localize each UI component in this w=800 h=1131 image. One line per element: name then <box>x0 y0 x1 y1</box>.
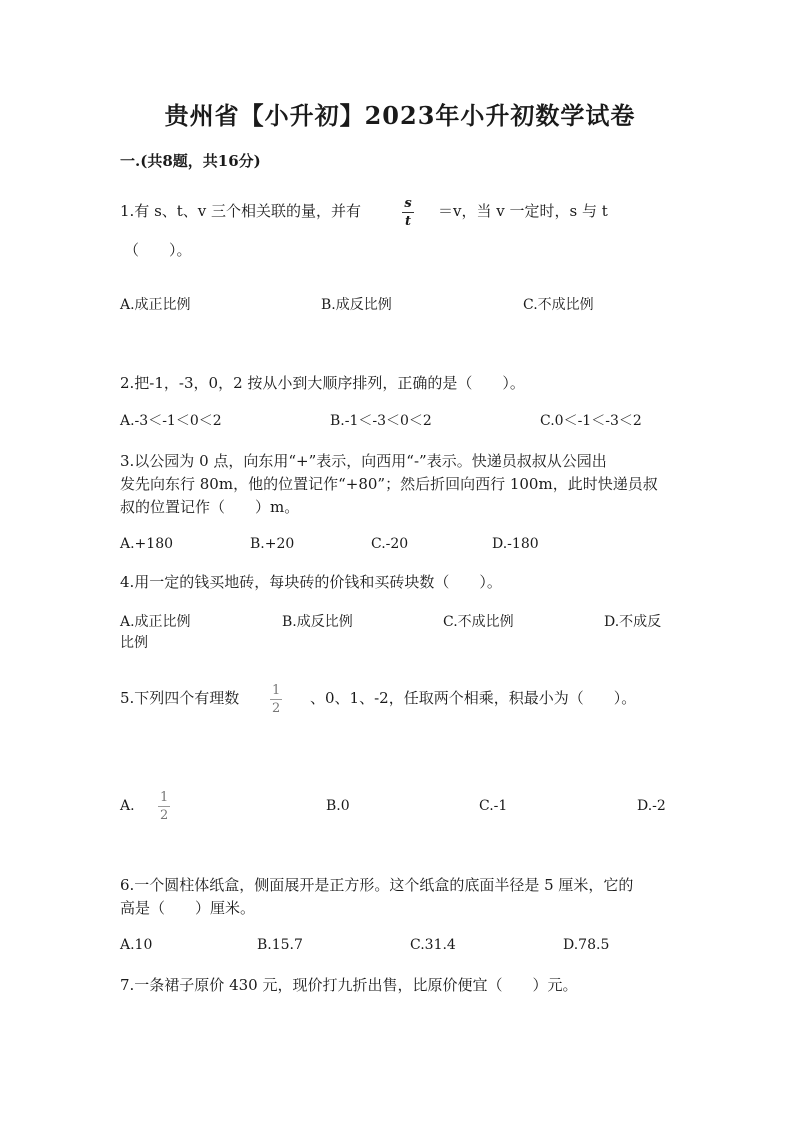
fraction-bar <box>158 806 170 807</box>
option-3b[interactable]: B.+20 <box>250 536 295 552</box>
question-3-line-3: 叔的位置记作（ ）m。 <box>120 498 300 516</box>
question-1-text-a: 1.有 s、t、v 三个相关联的量，并有 <box>120 202 362 220</box>
question-7-text: 7.一条裙子原价 430 元，现价打九折出售，比原价便宜（ ）元。 <box>120 976 578 994</box>
option-2c[interactable]: C.0＜-1＜-3＜2 <box>540 413 642 429</box>
option-3a[interactable]: A.+180 <box>120 536 174 552</box>
fraction-numerator: s <box>404 196 412 211</box>
option-6b[interactable]: B.15.7 <box>257 937 303 953</box>
option-5b[interactable]: B.0 <box>326 798 350 814</box>
fraction-denominator: 2 <box>272 701 281 716</box>
option-1b[interactable]: B.成反比例 <box>321 297 392 313</box>
fraction-bar <box>402 212 414 213</box>
page-title: 贵州省【小升初】2023年小升初数学试卷 <box>164 101 636 130</box>
option-4c[interactable]: C.不成比例 <box>443 614 514 630</box>
fraction-numerator: 1 <box>160 790 169 805</box>
question-1-text-b: ＝v，当 v 一定时，s 与 t <box>438 202 608 220</box>
question-2-text: 2.把-1，-3，0，2 按从小到大顺序排列，正确的是（ ）。 <box>120 374 525 392</box>
fraction-s-over-t <box>402 196 414 229</box>
fraction-bar <box>270 699 282 700</box>
option-4a[interactable]: A.成正比例 <box>120 614 191 630</box>
fraction-one-half <box>270 683 282 716</box>
question-6-line-2: 高是（ ）厘米。 <box>120 899 256 917</box>
option-6d[interactable]: D.78.5 <box>563 937 610 953</box>
fraction-denominator: t <box>404 214 411 229</box>
option-3c[interactable]: C.-20 <box>371 536 409 552</box>
question-6-line-1: 6.一个圆柱体纸盒，侧面展开是正方形。这个纸盒的底面半径是 5 厘米，它的 <box>120 876 634 894</box>
question-3-line-1: 3.以公园为 0 点，向东用“+”表示，向西用“-”表示。快递员叔叔从公园出 <box>120 452 607 470</box>
option-4d[interactable]: D.不成反 <box>604 614 662 630</box>
option-3d[interactable]: D.-180 <box>492 536 539 552</box>
fraction-denominator: 2 <box>160 808 169 823</box>
option-2b[interactable]: B.-1＜-3＜0＜2 <box>330 413 432 429</box>
option-5d[interactable]: D.-2 <box>637 798 666 814</box>
question-1-text-c: （ ）。 <box>124 241 192 259</box>
option-5a-fraction <box>158 790 170 823</box>
fraction-numerator: 1 <box>272 683 281 698</box>
question-5-text-b: 、0、1、-2，任取两个相乘，积最小为（ ）。 <box>310 689 637 707</box>
option-6a[interactable]: A.10 <box>120 937 153 953</box>
option-4d-wrap: 比例 <box>120 635 148 651</box>
option-1a[interactable]: A.成正比例 <box>120 297 191 313</box>
question-4-text: 4.用一定的钱买地砖，每块砖的价钱和买砖块数（ ）。 <box>120 573 502 591</box>
question-5-text-a: 5.下列四个有理数 <box>120 689 240 707</box>
option-5c[interactable]: C.-1 <box>479 798 508 814</box>
option-2a[interactable]: A.-3＜-1＜0＜2 <box>120 413 222 429</box>
option-1c[interactable]: C.不成比例 <box>523 297 594 313</box>
option-4b[interactable]: B.成反比例 <box>282 614 353 630</box>
question-3-line-2: 发先向东行 80m，他的位置记作“+80”；然后折回向西行 100m，此时快递员叔 <box>120 475 658 493</box>
option-5a[interactable]: A. <box>120 798 135 814</box>
section-heading: 一.(共8题，共16分) <box>120 152 261 170</box>
option-6c[interactable]: C.31.4 <box>410 937 456 953</box>
